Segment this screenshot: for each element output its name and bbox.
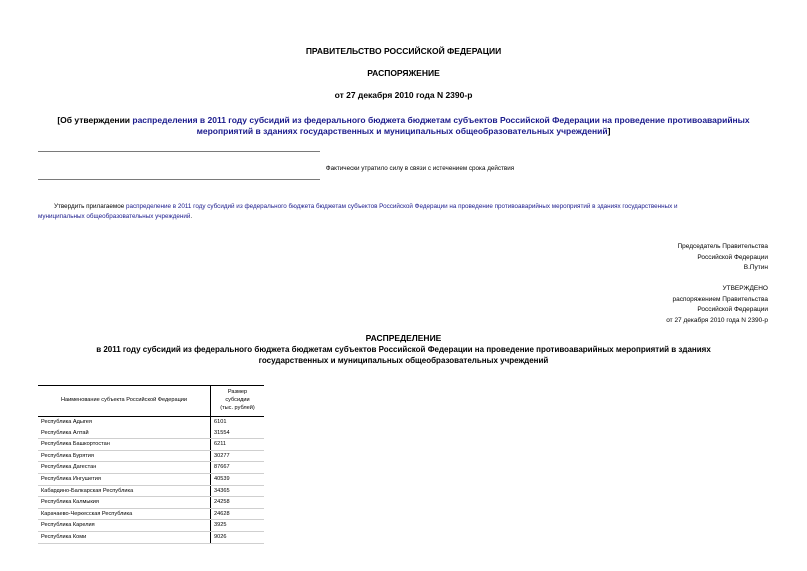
amount-cell: 6211 (211, 439, 265, 451)
signature-country: Российской Федерации (697, 253, 768, 261)
table-row (38, 485, 264, 497)
amount-cell: 24628 (211, 508, 265, 520)
table-row (38, 417, 264, 428)
document-subject (0, 115, 807, 137)
body-link[interactable]: распределение в 2011 году субсидий из федерального бюджета бюджетам субъектов Российской Федерации на проведение противоаварийных мероприятий в зданиях государственных и (125, 203, 678, 210)
region-cell: Республика Ингушетия (38, 473, 211, 485)
table-row (38, 428, 264, 439)
region-cell: Карачаево-Черкесская Республика (38, 508, 211, 520)
decree-body (38, 202, 770, 222)
region-cell: Республика Калмыкия (38, 497, 211, 509)
region-cell: Кабардино-Балкарская Республика (38, 485, 211, 497)
header-amount-line3: (тыс. рублей) (220, 404, 255, 411)
distribution-subtitle-line2: государственных и муниципальных общеобразовательных учреждений (258, 355, 549, 365)
signature-block (677, 242, 768, 274)
amount-cell: 24258 (211, 497, 265, 509)
header-amount-line1: Размер (227, 389, 248, 396)
table-row (38, 462, 264, 474)
distribution-title: РАСПРЕДЕЛЕНИЕ (365, 333, 442, 343)
subject-link-continued[interactable]: мероприятий в зданиях государственных и муниципальных общеобразовательных учреждений (196, 126, 608, 136)
body-link-continued[interactable]: муниципальных общеобразовательных учреждений (38, 213, 191, 220)
region-cell: Республика Коми (38, 531, 211, 543)
amount-cell: 30277 (211, 450, 265, 462)
table-row (38, 439, 264, 451)
table-header-row (38, 386, 264, 417)
region-cell: Республика Адыгея (38, 417, 211, 428)
amount-cell: 6101 (214, 419, 227, 425)
header-region: Наименование субъекта Российской Федерации (38, 386, 211, 417)
signature-position: Председатель Правительства (677, 243, 768, 250)
body-suffix: . (190, 213, 193, 220)
region-cell: Республика Дагестан (38, 462, 211, 474)
government-name: ПРАВИТЕЛЬСТВО РОССИЙСКОЙ ФЕДЕРАЦИИ (305, 46, 502, 56)
approval-line3: Российской Федерации (697, 306, 768, 313)
divider-top (38, 151, 320, 152)
distribution-subtitle-line1: в 2011 году субсидий из федерального бюджета бюджетам субъектов Российской Федерации на проведение противоаварийных мероприятий в зданиях (96, 345, 711, 354)
table-row (38, 508, 264, 520)
region-cell: Республика Алтай (38, 428, 211, 439)
subject-link[interactable]: распределения в 2011 году субсидий из федерального бюджета бюджетам субъектов Российской Федерации на проведение противоаварийных (132, 115, 750, 125)
header-amount (211, 386, 265, 417)
distribution-table (38, 385, 264, 544)
amount-cell: 9026 (211, 531, 265, 543)
table-row (38, 531, 264, 543)
approval-date: от 27 декабря 2010 года N 2390-р (666, 316, 768, 324)
subject-prefix: [Об утверждении (57, 115, 133, 125)
region-cell: Республика Башкортостан (38, 439, 211, 451)
table-row (38, 473, 264, 485)
amount-cell: 31554 (211, 428, 265, 439)
table-row (38, 450, 264, 462)
table-row (38, 497, 264, 509)
body-prefix: Утвердить прилагаемое (54, 203, 126, 210)
signature-name: В.Путин (743, 264, 768, 271)
header-amount-line2: субсидии (225, 397, 250, 404)
status-note: Фактически утратило силу в связи с истечением срока действия (325, 165, 515, 172)
amount-cell: 40539 (211, 473, 265, 485)
amount-cell: 3925 (211, 520, 265, 532)
approval-line2: распоряжением Правительства (672, 295, 768, 303)
distribution-subtitle (0, 345, 807, 366)
region-cell: Республика Бурятия (38, 450, 211, 462)
document-date-number: от 27 декабря 2010 года N 2390-р (334, 90, 473, 100)
amount-cell: 87667 (211, 462, 265, 474)
divider-bottom (38, 179, 320, 180)
subject-suffix: ] (607, 126, 611, 136)
approval-block (666, 284, 768, 326)
document-type: РАСПОРЯЖЕНИЕ (367, 68, 440, 78)
approval-title: УТВЕРЖДЕНО (722, 285, 768, 292)
table-row (38, 520, 264, 532)
region-cell: Республика Карелия (38, 520, 211, 532)
amount-cell: 34365 (211, 485, 265, 497)
